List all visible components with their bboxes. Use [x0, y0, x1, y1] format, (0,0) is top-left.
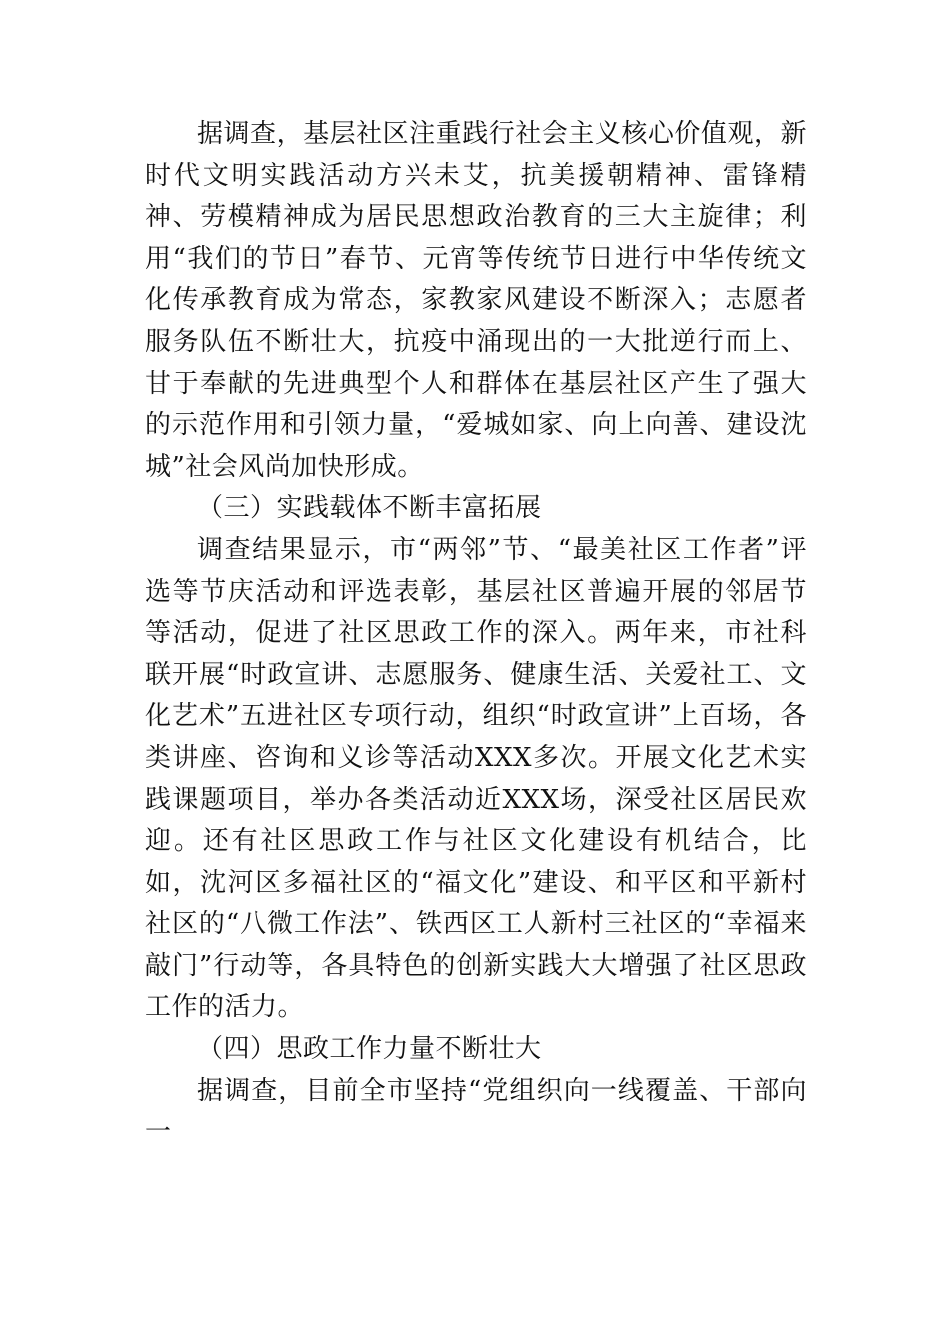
- paragraph-values-practice: 据调查，基层社区注重践行社会主义核心价值观，新时代文明实践活动方兴未艾，抗美援朝精神、雷锋精神、劳模精神成为居民思想政治教育的三大主旋律；利用“我们的节日”春节、元宵等传统节日进行中华传统文化传承教育成为常态，家教家风建设不断深入；志愿者服务队伍不断壮大，抗疫中涌现出的一大批逆行而上、甘于奉献的先进典型个人和群体在基层社区产生了强大的示范作用和引领力量，“爱城如家、向上向善、建设沈城”社会风尚加快形成。: [145, 119, 807, 482]
- document-body: [145, 114, 807, 1154]
- paragraph-practice-carriers: 调查结果显示，市“两邻”节、“最美社区工作者”评选等节庆活动和评选表彰，基层社区普遍开展的邻居节等活动，促进了社区思政工作的深入。两年来，市社科联开展“时政宣讲、志愿服务、健康生活、关爱社工、文化艺术”五进社区专项行动，组织“时政宣讲”上百场，各类讲座、咨询和义诊等活动XXX多次。开展文化艺术实践课题项目，举办各类活动近XXX场，深受社区居民欢迎。还有社区思政工作与社区文化建设有机结合，比如，沈河区多福社区的“福文化”建设、和平区和平新村社区的“八微工作法”、铁西区工人新村三社区的“幸福来敲门”行动等，各具特色的创新实践大大增强了社区思政工作的活力。: [145, 534, 807, 1023]
- paragraph-workforce: 据调查，目前全市坚持“党组织向一线覆盖、干部向一: [145, 1075, 807, 1148]
- section-heading-4: （四）思政工作力量不断壮大: [197, 1034, 542, 1065]
- section-heading-3: （三）实践载体不断丰富拓展: [197, 493, 542, 524]
